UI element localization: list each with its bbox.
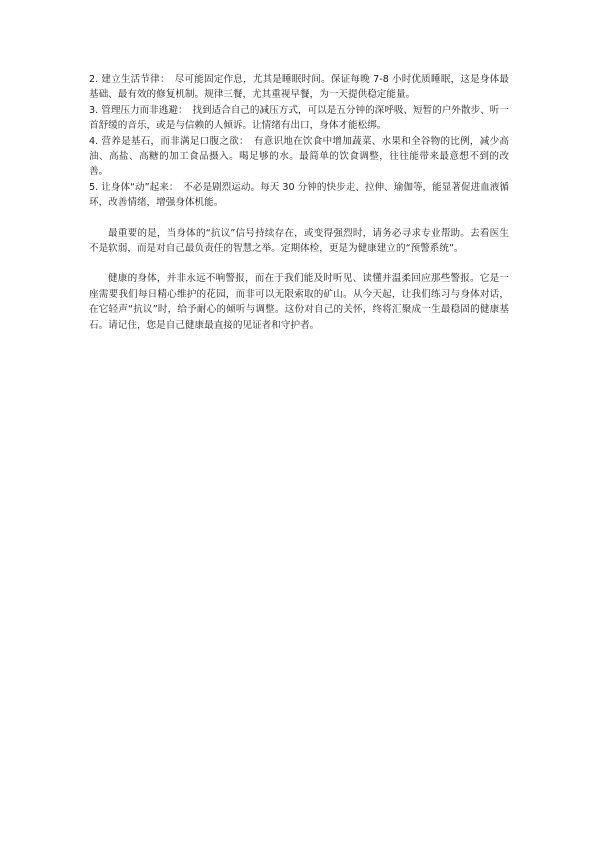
list-number: 2.	[89, 74, 99, 85]
list-item	[89, 72, 509, 103]
list-item	[89, 180, 509, 211]
list-item	[89, 103, 509, 134]
list-text: 营养是基石，而非满足口腹之欲： 有意识地在饮食中增加蔬菜、水果和全谷物的比例，减少高油、高盐、高糖的加工食品摄入。喝足够的水。最简单的饮食调整，往往能带来最意想不到的改善。	[89, 135, 509, 178]
list-text: 建立生活节律： 尽可能固定作息，尤其是睡眠时间。保证每晚 7-8 小时优质睡眠，这是身体最基础、最有效的修复机制。规律三餐，尤其重视早餐，为一天提供稳定能量。	[89, 74, 509, 101]
list-text: 让身体“动”起来： 不必是剧烈运动。每天 30 分钟的快步走、拉伸、瑜伽等，能显著促进血液循环，改善情绪，增强身体机能。	[89, 181, 509, 209]
body-paragraph: 最重要的是，当身体的“抗议”信号持续存在，或变得强烈时，请务必寻求专业帮助。去看医生不是软弱，而是对自己最负责任的智慧之举。定期体检，更是为健康建立的“预警系统”。	[89, 227, 509, 255]
body-paragraph: 健康的身体，并非永远不响警报，而在于我们能及时听见、读懂并温柔回应那些警报。它是一座需要我们每日精心维护的花园，而非可以无限索取的矿山。从今天起，让我们练习与身体对话，在它轻声“抗议”时，给予耐心的倾听与调整。这份对自己的关怀，终将汇聚成一生最稳固的健康基石。请记住，您是自己健康最直接的见证者和守护者。	[89, 273, 509, 331]
list-item	[89, 134, 509, 180]
list-number: 3.	[89, 104, 99, 116]
document-body	[89, 72, 509, 333]
list-number: 4.	[89, 135, 99, 147]
list-text: 管理压力而非逃避： 找到适合自己的减压方式，可以是五分钟的深呼吸、短暂的户外散步、听一首舒缓的音乐，或是与信赖的人倾诉。让情绪有出口，身体才能松绑。	[89, 104, 509, 132]
list-number: 5.	[89, 181, 99, 193]
